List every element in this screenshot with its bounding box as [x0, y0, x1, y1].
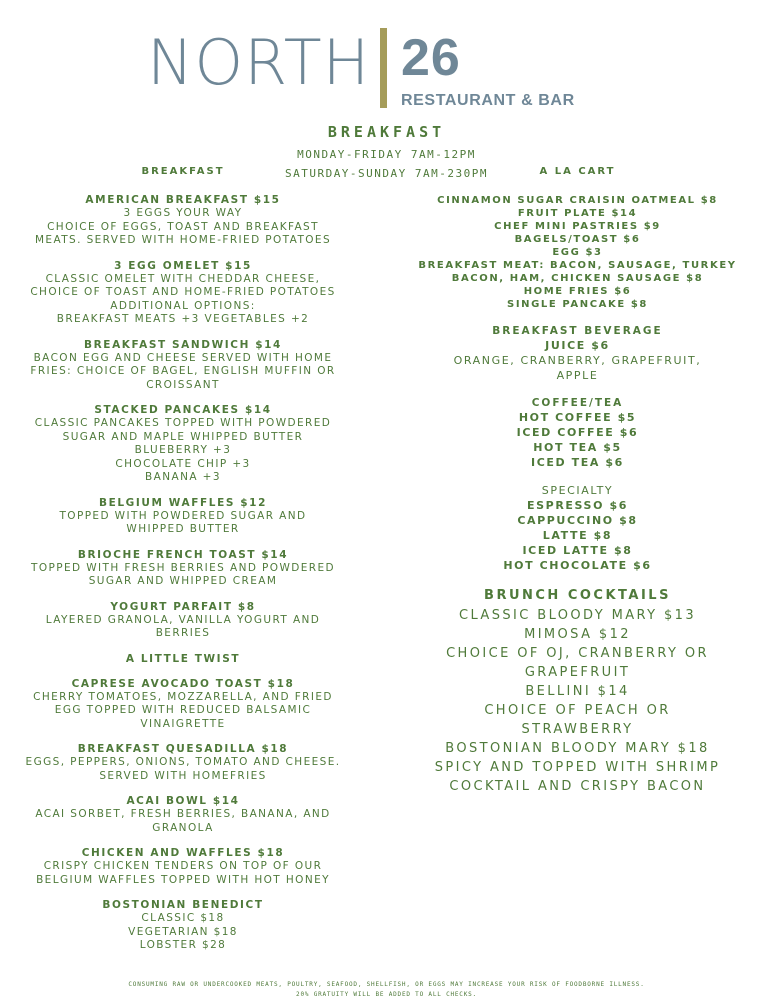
menu-item-name: BREAKFAST SANDWICH $14 [84, 338, 282, 351]
cocktail-item: CHOICE OF PEACH OR [484, 703, 671, 718]
coffee-item: ICED TEA $6 [531, 456, 624, 469]
beverage-option: APPLE [556, 369, 599, 382]
a-la-cart-item: CHEF MINI PASTRIES $9 [494, 221, 661, 232]
menu-item-name: YOGURT PARFAIT $8 [110, 600, 256, 613]
menu-item-description: SUGAR AND MAPLE WHIPPED BUTTER [62, 430, 304, 443]
menu-item-description: SERVED WITH HOMEFRIES [99, 769, 267, 782]
menu-item-description: ADDITIONAL OPTIONS: [110, 299, 256, 312]
menu-item [0, 260, 366, 327]
menu-item-description: BREAKFAST MEATS +3 VEGETABLES +2 [56, 313, 310, 325]
menu-item-description: TOPPED WITH FRESH BERRIES AND POWDERED [31, 561, 335, 574]
menu-item [0, 653, 366, 666]
menu-title: BREAKFAST [327, 123, 446, 141]
specialty-items [405, 498, 750, 573]
beverage-option: ORANGE, CRANBERRY, GRAPEFRUIT, [453, 354, 702, 367]
a-la-cart-item: EGG $3 [552, 247, 603, 258]
menu-item-description: CLASSIC $18 [141, 912, 225, 924]
a-la-cart-heading: A LA CART [539, 166, 616, 177]
menu-item-name: BRIOCHE FRENCH TOAST $14 [77, 548, 289, 561]
specialty-item: HOT CHOCOLATE $6 [503, 559, 652, 572]
menu-item-description: MEATS. SERVED WITH HOME-FRIED POTATOES [34, 234, 332, 246]
cocktail-item: GRAPEFRUIT [524, 665, 631, 680]
cocktail-item: SPICY AND TOPPED WITH SHRIMP [434, 760, 721, 775]
menu-item-description: 3 EGGS YOUR WAY [123, 207, 243, 219]
menu-item-description: TOPPED WITH POWDERED SUGAR AND [59, 509, 307, 522]
a-la-cart-list [405, 194, 750, 311]
cocktail-item: CHOICE OF OJ, CRANBERRY OR [446, 646, 709, 661]
beverage-item: JUICE $6 [545, 339, 610, 352]
menu-item-name: BELGIUM WAFFLES $12 [98, 496, 267, 509]
menu-item-description: ACAI SORBET, FRESH BERRIES, BANANA, AND [35, 808, 331, 820]
menu-item-description: BELGIUM WAFFLES TOPPED WITH HOT HONEY [36, 873, 330, 886]
beverage-section [405, 324, 750, 383]
gratuity-notice: 20% GRATUITY WILL BE ADDED TO ALL CHECKS. [296, 991, 477, 998]
menu-item [0, 194, 366, 248]
a-la-cart-item: SINGLE PANCAKE $8 [507, 299, 648, 310]
coffee-title: COFFEE/TEA [531, 397, 624, 409]
breakfast-column [0, 165, 366, 965]
menu-item-name: 3 EGG OMELET $15 [114, 259, 252, 272]
menu-item-name: BREAKFAST QUESADILLA $18 [77, 743, 289, 755]
cocktail-item: COCKTAIL AND CRISPY BACON [449, 779, 706, 794]
menu-item-description: CHERRY TOMATOES, MOZZARELLA, AND FRIED [33, 690, 333, 703]
menu-item-description: CROISSANT [146, 378, 220, 391]
menu-item [0, 795, 366, 835]
menu-item [0, 339, 366, 393]
menu-item [0, 743, 366, 783]
a-la-cart-item: BREAKFAST MEAT: BACON, SAUSAGE, TURKEY [418, 260, 737, 271]
specialty-title: SPECIALTY [541, 484, 614, 497]
a-la-cart-item: BACON, HAM, CHICKEN SAUSAGE $8 [451, 273, 704, 284]
specialty-item: CAPPUCCINO $8 [517, 514, 638, 527]
coffee-item: HOT TEA $5 [533, 441, 622, 454]
menu-item-description: BERRIES [155, 627, 211, 639]
hours-weekday: MONDAY-FRIDAY 7AM-12PM [297, 148, 476, 161]
menu-item-description: CLASSIC OMELET WITH CHEDDAR CHEESE, [45, 272, 321, 285]
menu-item-description: VEGETARIAN $18 [128, 925, 238, 938]
restaurant-logo [147, 28, 617, 118]
menu-item-description: CRISPY CHICKEN TENDERS ON TOP OF OUR [43, 860, 323, 872]
menu-item-name: CAPRESE AVOCADO TOAST $18 [71, 677, 295, 690]
menu-item-name: CHICKEN AND WAFFLES $18 [81, 847, 285, 859]
logo-number: 26 [401, 29, 461, 87]
menu-item-description: BANANA +3 [145, 471, 221, 483]
menu-item-description: CHOICE OF EGGS, TOAST AND BREAKFAST [47, 220, 319, 233]
coffee-section [405, 396, 750, 470]
menu-item [0, 601, 366, 641]
cocktail-item: BELLINI $14 [525, 684, 630, 699]
menu-item [0, 549, 366, 589]
menu-item-name: AMERICAN BREAKFAST $15 [85, 194, 281, 206]
menu-item-description: BLUEBERRY +3 [134, 444, 232, 456]
menu-item-description: WHIPPED BUTTER [126, 523, 240, 535]
a-la-cart-item: BAGELS/TOAST $6 [514, 234, 641, 245]
beverage-items [405, 338, 750, 353]
a-la-cart-item: FRUIT PLATE $14 [517, 208, 638, 219]
menu-item-description: GRANOLA [152, 821, 214, 834]
menu-item-description: VINAIGRETTE [140, 717, 226, 730]
logo-north-text: NORTH [147, 26, 371, 99]
breakfast-heading: BREAKFAST [141, 166, 225, 177]
specialty-section [405, 483, 750, 573]
menu-item-description: LAYERED GRANOLA, VANILLA YOGURT AND [45, 613, 321, 626]
menu-item [0, 497, 366, 537]
beverage-options [405, 353, 750, 383]
cocktail-item: CLASSIC BLOODY MARY $13 [459, 608, 696, 623]
menu-item-description: CLASSIC PANCAKES TOPPED WITH POWDERED [34, 417, 332, 429]
menu-item-description: CHOCOLATE CHIP +3 [115, 457, 251, 470]
menu-item-description: FRIES: CHOICE OF BAGEL, ENGLISH MUFFIN OR [30, 365, 336, 377]
beverage-title: BREAKFAST BEVERAGE [492, 325, 663, 337]
menu-item-description: BACON EGG AND CHEESE SERVED WITH HOME [33, 351, 333, 364]
menu-item-description: LOBSTER $28 [139, 939, 227, 951]
food-safety-notice: CONSUMING RAW OR UNDERCOOKED MEATS, POULTRY, SEAFOOD, SHELLFISH, OR EGGS MAY INCREASE YOUR RISK OF FOODBORNE ILLNESS. [128, 981, 645, 988]
a-la-cart-item: CINNAMON SUGAR CRAISIN OATMEAL $8 [437, 195, 718, 206]
menu-item [0, 899, 366, 953]
logo-divider-bar [380, 28, 387, 108]
specialty-item: ICED LATTE $8 [522, 544, 633, 557]
cocktail-items [405, 606, 750, 796]
menu-item [0, 678, 366, 732]
coffee-item: ICED COFFEE $6 [516, 426, 639, 439]
menu-item-description: SUGAR AND WHIPPED CREAM [88, 575, 278, 587]
menu-item-description: EGGS, PEPPERS, ONIONS, TOMATO AND CHEESE. [25, 756, 341, 768]
specialty-item: ESPRESSO $6 [527, 499, 628, 512]
menu-item-name: A LITTLE TWIST [125, 652, 241, 665]
menu-item-description: CHOICE OF TOAST AND HOME-FRIED POTATOES [30, 286, 336, 298]
cocktails-title: BRUNCH COCKTAILS [484, 588, 671, 603]
menu-item [0, 847, 366, 887]
cocktail-item: BOSTONIAN BLOODY MARY $18 [445, 741, 710, 756]
coffee-item: HOT COFFEE $5 [518, 411, 637, 424]
menu-item-name: ACAI BOWL $14 [126, 795, 240, 807]
logo-subtitle: RESTAURANT & BAR [401, 92, 575, 109]
cocktails-section [405, 586, 750, 796]
coffee-items [405, 410, 750, 470]
menu-item-description: EGG TOPPED WITH REDUCED BALSAMIC [54, 704, 312, 716]
a-la-cart-column [405, 165, 750, 796]
cocktail-item: STRAWBERRY [521, 722, 634, 737]
menu-item-name: BOSTONIAN BENEDICT [102, 899, 264, 911]
specialty-item: LATTE $8 [542, 529, 613, 542]
breakfast-items [0, 194, 366, 953]
cocktail-item: MIMOSA $12 [524, 627, 631, 642]
hours-weekend: SATURDAY-SUNDAY 7AM-230PM [284, 167, 489, 180]
menu-item-name: STACKED PANCAKES $14 [94, 404, 272, 416]
menu-item [0, 404, 366, 485]
a-la-cart-item: HOME FRIES $6 [523, 286, 632, 297]
